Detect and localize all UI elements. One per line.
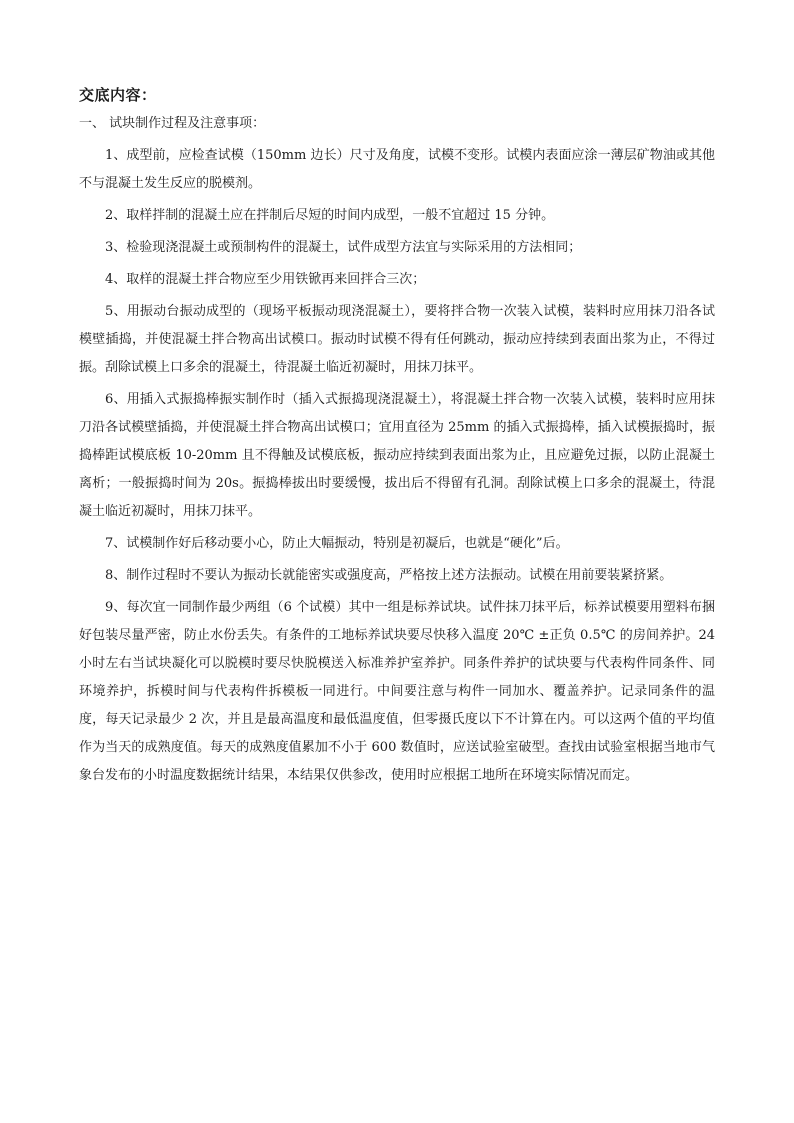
document-title: 交底内容： bbox=[79, 86, 157, 104]
section-heading: 一、 试块制作过程及注意事项： bbox=[79, 116, 266, 131]
paragraph-4: 4、取样的混凝土拌合物应至少用铁锨再来回拌合三次； bbox=[105, 272, 426, 287]
paragraph-7: 7、试模制作好后移动要小心，防止大幅振动，特别是初凝后，也就是“硬化”后。 bbox=[105, 536, 569, 551]
paragraph-6: 6、用插入式振捣棒振实制作时（插入式振捣现浇混凝土），将混凝土拌合物一次装入试模，装料时应用抹刀沿各试模壁插捣，并使混凝土拌合物高出试模口；宜用直径为 25mm 的插入式振捣棒，插入试模振捣时，振捣棒距试模底板 10-20mm 且不得触及试模底板，振动应持续到表面出浆为止，且应避免过振，以防止混凝土离析；一般振捣时间为 20s。振捣棒拔出时要缓慢，拔出后不得留有孔洞。刮除试模上口多余的混凝土，待混凝土临近初凝时，用抹刀抹平。 bbox=[79, 392, 715, 519]
paragraph-9: 9、每次宜一同制作最少两组（6 个试模）其中一组是标养试块。试件抹刀抹平后，标养试模要用塑料布捆好包装尽量严密，防止水份丢失。有条件的工地标养试块要尽快移入温度 20℃ ±正负 0.5℃ 的房间养护。24 小时左右当试块凝化可以脱模时要尽快脱模送入标准养护室养护。同条件养护的试块要与代表构件同条件、同环境养护，拆模时间与代表构件拆模板一同进行。中间要注意与构件一同加水、覆盖养护。记录同条件的温度，每天记录最少 2 次，并且是最高温度和最低温度值，但零摄氏度以下不计算在内。可以这两个值的平均值作为当天的成熟度值。每天的成熟度值累加不小于 600 数值时，应送试验室破型。查找由试验室根据当地市气象台发布的小时温度数据统计结果，本结果仅供参改，使用时应根据工地所在环境实际情况而定。 bbox=[79, 600, 715, 783]
paragraph-1: 1、成型前，应检查试模（150mm 边长）尺寸及角度，试模不变形。试模内表面应涂一薄层矿物油或其他不与混凝土发生反应的脱模剂。 bbox=[79, 148, 715, 191]
paragraph-8: 8、制作过程时不要认为振动长就能密实或强度高，严格按上述方法振动。试模在用前要装紧挤紧。 bbox=[105, 568, 673, 583]
paragraph-3: 3、检验现浇混凝土或预制构件的混凝土，试件成型方法宜与实际采用的方法相同； bbox=[105, 240, 582, 255]
paragraph-5: 5、用振动台振动成型的（现场平板振动现浇混凝土），要将拌合物一次装入试模，装料时应用抹刀沿各试模壁插捣，并使混凝土拌合物高出试模口。振动时试模不得有任何跳动，振动应持续到表面出浆为止，不得过振。刮除试模上口多余的混凝土，待混凝土临近初凝时，用抹刀抹平。 bbox=[79, 304, 715, 375]
document-body bbox=[79, 84, 715, 790]
paragraph-2: 2、取样拌制的混凝土应在拌制后尽短的时间内成型，一般不宜超过 15 分钟。 bbox=[105, 208, 555, 223]
